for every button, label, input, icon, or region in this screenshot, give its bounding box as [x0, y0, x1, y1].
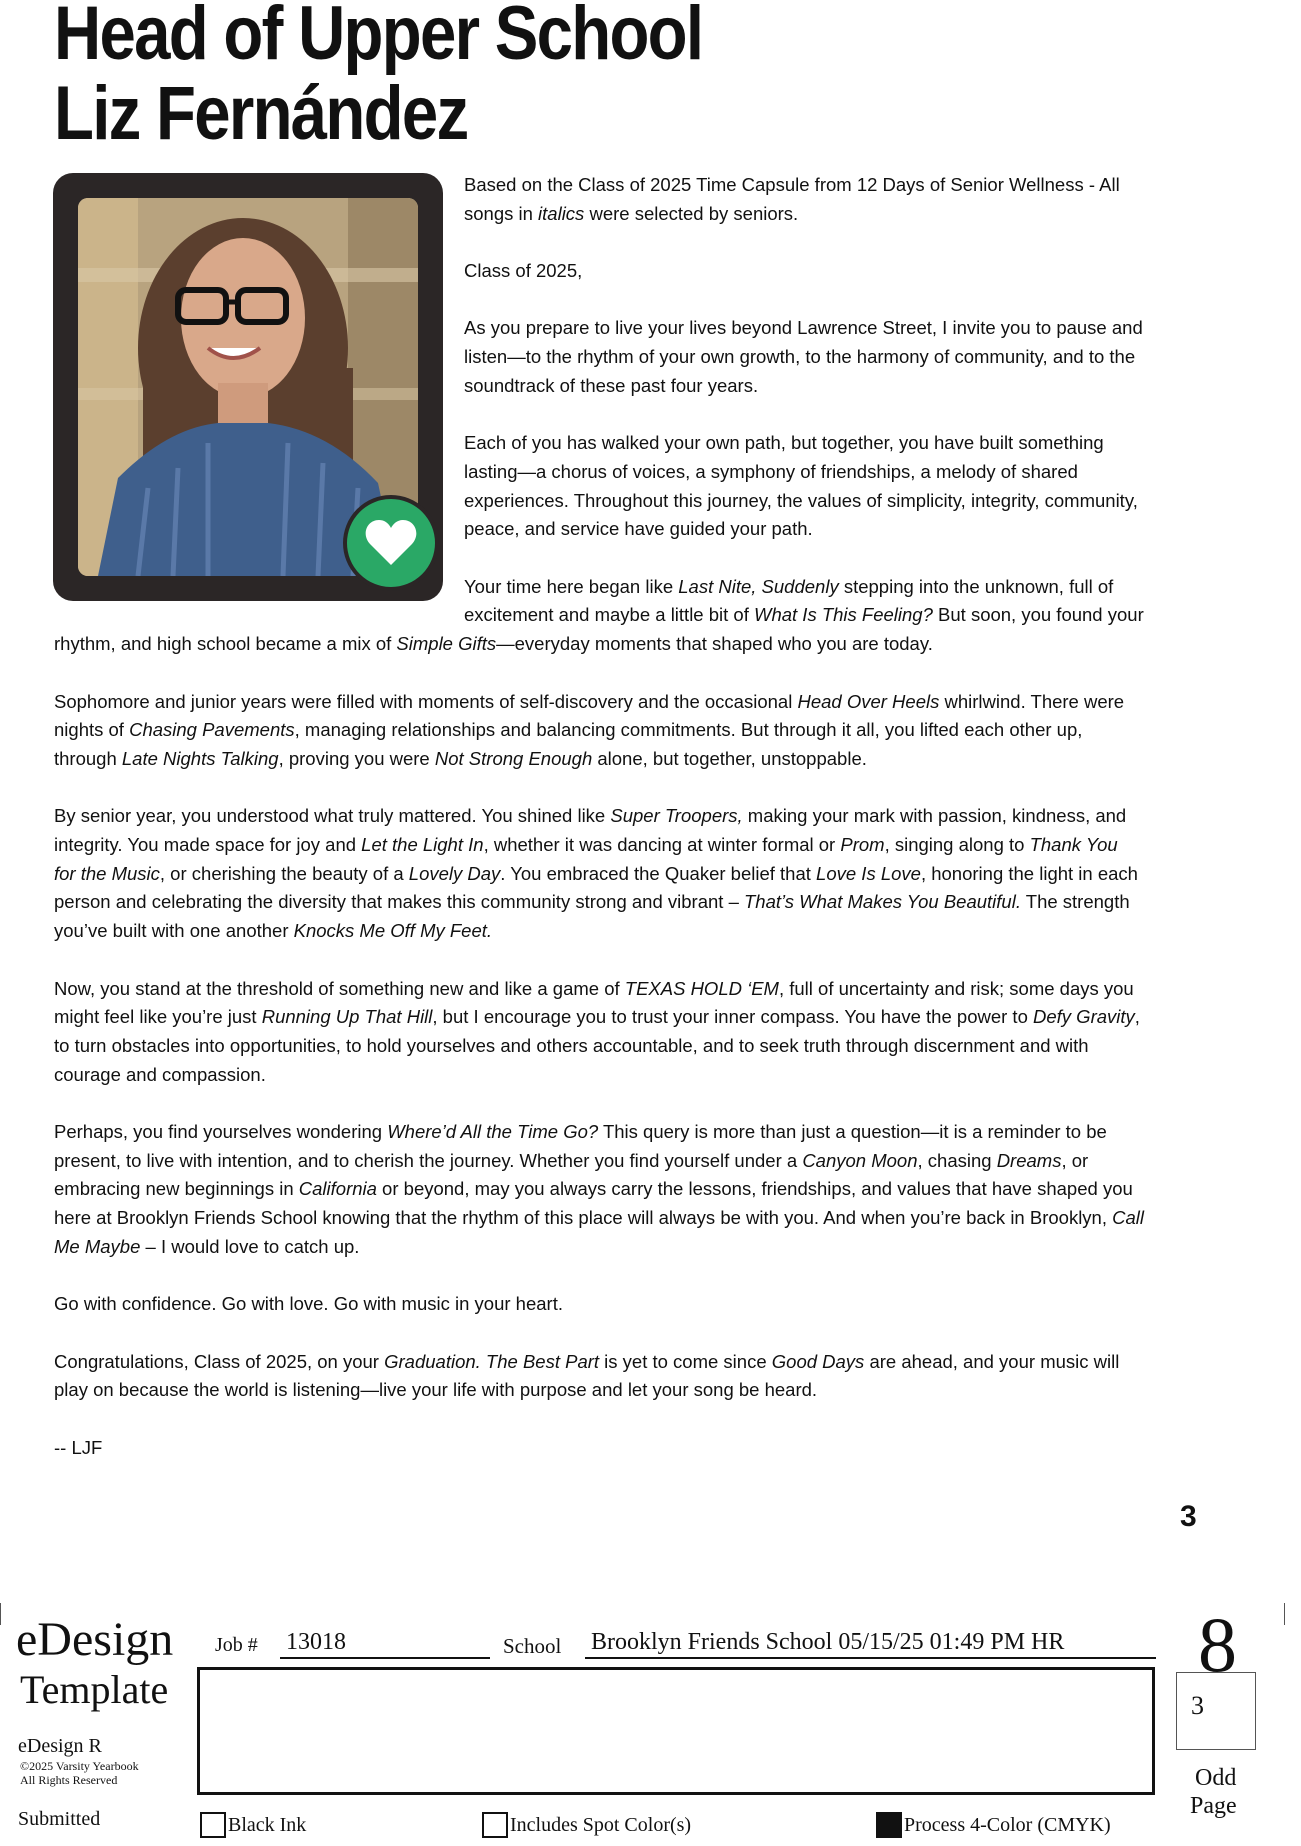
song-title: Canyon Moon — [802, 1149, 918, 1171]
school-label: School — [503, 1634, 562, 1658]
song-title: California — [298, 1178, 377, 1200]
black-ink-label: Black Ink — [228, 1813, 307, 1836]
spot-color-checkbox[interactable] — [482, 1812, 508, 1838]
song-title: Dreams — [996, 1149, 1062, 1171]
page-big-number: 8 — [1198, 1601, 1237, 1688]
text-run: stepping into the unknown, full of excitement and maybe a little bit of — [464, 575, 1114, 626]
copyright-line-2: All Rights Reserved — [20, 1773, 118, 1787]
crop-mark-left — [0, 1603, 1, 1625]
spot-color-option[interactable] — [482, 1812, 691, 1838]
page-label: Page — [1190, 1793, 1237, 1819]
song-title: Chasing Pavements — [129, 719, 295, 741]
song-title: Where’d All the Time Go? — [387, 1121, 599, 1143]
spot-color-label: Includes Spot Color(s) — [510, 1813, 692, 1836]
paragraph-9 — [54, 1348, 1144, 1405]
text-run: This query is more than just a question—it is a reminder to be present, to live with intention, and to cherish the journey. Whether you find yourself under a — [54, 1121, 1107, 1171]
salutation: Class of 2025, — [464, 260, 583, 282]
song-title: Running Up That Hill — [261, 1006, 433, 1028]
text-run: Sophomore and junior years were filled with moments of self-discovery and the occasional — [54, 690, 798, 712]
title-line-1: Head of Upper School — [54, 0, 703, 76]
portrait-frame — [53, 173, 443, 601]
submitted-label: Submitted — [18, 1808, 101, 1830]
song-title: Let the Light In — [361, 834, 484, 856]
page-box-number: 3 — [1191, 1691, 1204, 1720]
song-title: Lovely Day — [408, 862, 501, 884]
song-title: Graduation. The Best Part — [384, 1350, 600, 1372]
song-title: That’s What Makes You Beautiful. — [744, 891, 1021, 913]
text-run: . You embraced the Quaker belief that — [500, 862, 817, 884]
intro-text-b: were selected by seniors. — [584, 202, 799, 224]
text-run: By senior year, you understood what truly mattered. You shined like — [54, 805, 611, 827]
text-run: , full of uncertainty and risk; some days you might feel like you’re just — [54, 977, 1134, 1028]
process-color-label: Process 4-Color (CMYK) — [904, 1813, 1111, 1836]
text-run: are ahead, and your music will play on because the world is listening—live your life with purpose and let your song be heard. — [54, 1350, 1120, 1401]
song-title: Thank You for the Music — [54, 834, 1118, 884]
song-title: Not Strong Enough — [434, 747, 593, 769]
paragraph-4 — [54, 688, 1144, 774]
job-number-field[interactable]: 13018 — [280, 1627, 490, 1659]
song-title: Last Nite, Suddenly — [678, 575, 839, 597]
process-color-checkbox[interactable] — [876, 1812, 902, 1838]
copyright-line-1: ©2025 Varsity Yearbook — [20, 1759, 139, 1773]
song-title: Call Me Maybe — [54, 1207, 1144, 1257]
text-run: , but I encourage you to trust your inner compass. You have the power to — [432, 1006, 1033, 1028]
notes-box[interactable] — [197, 1667, 1155, 1795]
text-run: – I would love to catch up. — [140, 1235, 360, 1257]
brand-template: Template — [20, 1667, 169, 1712]
page-number: 3 — [1180, 1500, 1197, 1533]
song-title: What Is This Feeling? — [753, 604, 933, 626]
song-title: Defy Gravity — [1033, 1006, 1135, 1028]
intro-italic: italics — [538, 202, 585, 224]
text-run: The strength you’ve built with one another — [54, 891, 1130, 942]
text-run: , to turn obstacles into opportunities, to hold yourselves and others accountable, and to seek truth through discernment and with courage and compassion. — [54, 1006, 1140, 1085]
text-run: , honoring the light in each person and celebrating the diversity that makes this community strong and vibrant – — [54, 862, 1138, 913]
text-run: , managing relationships and balancing commitments. But through it all, you lifted each other up, through — [54, 719, 1083, 769]
black-ink-option[interactable] — [200, 1812, 306, 1838]
signoff: -- LJF — [54, 1436, 103, 1458]
text-run: Now, you stand at the threshold of something new and like a game of — [54, 977, 625, 999]
text-run: , or embracing new beginnings in — [54, 1149, 1089, 1200]
odd-label: Odd — [1195, 1765, 1237, 1791]
song-title: Super Troopers, — [610, 805, 743, 827]
song-title: TEXAS HOLD ‘EM — [624, 977, 779, 999]
process-color-option[interactable] — [876, 1812, 1111, 1838]
song-title: Love Is Love — [816, 862, 921, 884]
brand-sub: eDesign R — [18, 1735, 102, 1757]
text-run: alone, but together, unstoppable. — [592, 747, 867, 769]
song-title: Knocks Me Off My Feet. — [293, 920, 493, 942]
text-run: , chasing — [917, 1149, 997, 1171]
paragraph-8: Go with confidence. Go with love. Go with music in your heart. — [54, 1293, 563, 1315]
paragraph-7 — [54, 1118, 1144, 1262]
song-title: Late Nights Talking — [121, 747, 279, 769]
paragraph-5 — [54, 802, 1144, 946]
school-field[interactable]: Brooklyn Friends School 05/15/25 01:49 PM HR — [585, 1627, 1156, 1659]
text-run: , proving you were — [278, 747, 435, 769]
page-title — [54, 0, 702, 154]
song-title: Prom — [840, 834, 885, 856]
title-line-2: Liz Fernández — [54, 71, 468, 156]
text-run: Congratulations, Class of 2025, on your — [54, 1350, 385, 1372]
text-run: or beyond, may you always carry the lessons, friendships, and values that have shaped you here at Brooklyn Friends School knowing that the rhythm of this place will always be with you. And when you’re back in Brooklyn, — [54, 1178, 1133, 1229]
black-ink-checkbox[interactable] — [200, 1812, 226, 1838]
text-run: whirlwind. There were nights of — [54, 690, 1125, 741]
job-label: Job # — [215, 1634, 258, 1656]
song-title: Good Days — [771, 1350, 865, 1372]
crop-mark-right — [1284, 1603, 1285, 1625]
paragraph-6 — [54, 975, 1144, 1090]
song-title: Simple Gifts — [396, 633, 497, 655]
song-title: Head Over Heels — [797, 690, 940, 712]
text-run: is yet to come since — [599, 1350, 772, 1372]
text-run: making your mark with passion, kindness, and integrity. You made space for joy and — [54, 805, 1127, 856]
text-run: , singing along to — [884, 834, 1030, 856]
heart-icon — [365, 519, 417, 567]
brand-edesign: eDesign — [16, 1613, 174, 1666]
text-run: —everyday moments that shaped who you are today. — [496, 633, 933, 655]
heart-badge — [343, 495, 439, 591]
text-run: Perhaps, you find yourselves wondering — [54, 1121, 388, 1143]
text-run: , or cherishing the beauty of a — [159, 862, 409, 884]
text-run: Your time here began like — [464, 575, 679, 597]
text-run: But soon, you found your rhythm, and high school became a mix of — [54, 604, 1144, 655]
paragraph-1: As you prepare to live your lives beyond Lawrence Street, I invite you to pause and listen—to the rhythm of your own growth, to the harmony of community, and to the soundtrack of these past four years. — [464, 317, 1143, 396]
page-number-box — [1176, 1672, 1256, 1750]
paragraph-2: Each of you has walked your own path, but together, you have built something lasting—a chorus of voices, a symphony of friendships, a melody of shared experiences. Throughout this journey, the values of simplicity, integrity, community, peace, and service have guided your path. — [464, 432, 1138, 540]
intro-text-a: Based on the Class of 2025 Time Capsule from 12 Days of Senior Wellness - All songs in — [464, 174, 1120, 224]
text-run: , whether it was dancing at winter formal or — [483, 834, 841, 856]
